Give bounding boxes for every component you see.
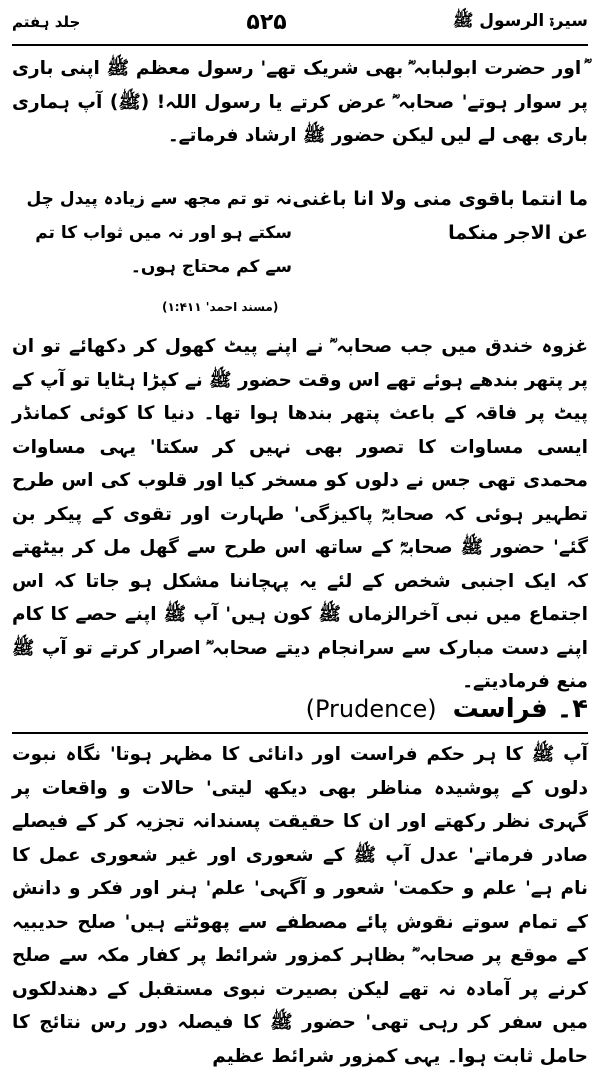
section-heading-english: (Prudence)	[305, 695, 437, 723]
quote-arabic-text: ما انتما باقوی منی ولا انا باغنی عن الاجر منکما	[292, 188, 588, 244]
paragraph-1: ؓ اور حضرت ابولبابہ ؓ بھی شریک تھے' رسول معظم ﷺ اپنی باری پر سوار ہوتے' صحابہ ؓ عرض کرتے یا رسول اللہ! (ﷺ) آپ ہماری باری بھی لے لیں لیکن حضور ﷺ ارشاد فرماتے۔	[12, 58, 588, 146]
paragraph-3: آپ ﷺ کا ہر حکم فراست اور دانائی کا مظہر ہوتا' نگاہ نبوت دلوں کے پوشیدہ مناظر بھی دیکھ لیتی' حالات و واقعات پر گہری نظر رکھتے اور ان کا حقیقت پسندانہ تجزیہ کر کے فیصلے صادر فرماتے' عدل آپ ﷺ کے شعوری اور غیر شعوری عمل کا نام ہے' علم و حکمت' شعور و آگہی' علم' ہنر اور فکر و دانش کے تمام سوتے نقوش پائے مصطفے سے پھوٹتے ہیں' صلح حدیبیہ کے موقع پر صحابہ ؓ بظاہر کمزور شرائط پر کفار مکہ سے صلح کرنے پر آمادہ نہ تھے لیکن بصیرت نبوی مستقبل کے دھندلکوں میں سفر کر رہی تھی' حضور ﷺ کا فیصلہ دور رس نتائج کا حامل ثابت ہوا۔ یہی کمزور شرائط عظیم	[12, 744, 588, 1067]
section-heading-urdu: ۴۔ فراست	[452, 694, 588, 724]
header-divider	[12, 44, 588, 46]
book-title: سیرۃ الرسول ﷺ	[452, 10, 588, 31]
page-number: ۵۲۵	[246, 9, 287, 35]
section-divider	[12, 732, 588, 734]
paragraph-2: غزوہ خندق میں جب صحابہ ؓ نے اپنے پیٹ کھول کر دکھائے تو ان پر پتھر بندھے ہوئے تھے اس وقت حضور ﷺ نے کپڑا ہٹایا تو آپ کے پیٹ پر فاقہ کے باعث پتھر بندھا ہوا تھا۔ دنیا کا کوئی کمانڈر ایسی مساوات کا تصور بھی نہیں کر سکتا' یہی مساوات محمدی تھی جس نے دلوں کو مسخر کیا اور قلوب کی اس طرح تطہیر ہوئی کہ صحابہؓ پاکیزگی' طہارت اور تقوی کے پیکر بن گئے' حضور ﷺ صحابہؓ کے ساتھ اس طرح سے گھل مل کر بیٹھتے کہ ایک اجنبی شخص کے لئے یہ پہچاننا مشکل ہو جاتا کہ اس اجتماع میں نبی آخرالزماں ﷺ کون ہیں' آپ ﷺ اپنے حصے کا کام اپنے دست مبارک سے سرانجام دیتے صحابہ ؓ اصرار کرتے تو آپ ﷺ منع فرمادیتے۔	[12, 336, 588, 692]
quote-reference: (مسند احمد' ۱:۴۱۱)	[162, 300, 279, 314]
page-header	[12, 4, 588, 40]
hadith-quote	[12, 182, 588, 322]
volume-label: جلد ہفتم	[12, 13, 81, 31]
section-heading	[12, 686, 588, 732]
quote-translation: نہ تو تم مجھ سے زیادہ پیدل چل سکتے ہو اور نہ میں ثواب کا تم سے کم محتاج ہوں۔	[26, 189, 292, 277]
